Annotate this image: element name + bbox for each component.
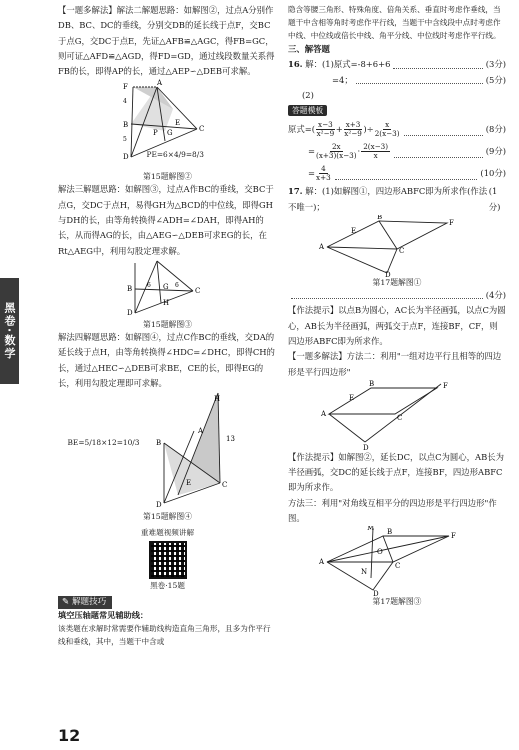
q16-line-1	[288, 57, 506, 72]
svg-text:A: A	[156, 79, 162, 88]
template-tag: 答题模板	[288, 105, 327, 116]
q17-score-2: (4分)	[485, 290, 506, 301]
q16-score-5: (10分)	[480, 168, 506, 179]
svg-text:E: E	[351, 227, 357, 236]
svg-text:G: G	[166, 129, 173, 138]
qr-label: 黑卷·15题	[150, 581, 185, 591]
figure-17-3-diagram	[317, 526, 477, 596]
svg-text:C: C	[221, 481, 227, 490]
figure-17-3-caption: 第17题解图③	[372, 597, 422, 607]
q16-step-2: =4；	[332, 74, 353, 85]
tech-subtitle: 填空压轴题常见辅助线：	[58, 610, 149, 621]
svg-text:H: H	[213, 395, 220, 404]
figure-17-1	[317, 215, 477, 277]
leader-dots	[404, 135, 483, 136]
q17-score-1: (1分)	[488, 186, 501, 212]
figure-17-2	[317, 380, 477, 450]
q16-score-2: (5分)	[485, 74, 506, 85]
figure-15-3	[113, 259, 223, 319]
figure-15-4-formula: BE=5/18×12=10/3	[67, 438, 140, 448]
svg-text:M: M	[367, 526, 375, 533]
tech-text-continued: 隐含等腰三角形、特殊角度、倍角关系、垂直时考虑作垂线，当题干中含相等角时考虑作平行线，当题干中含线段中点时考虑作中线、中位线或倍长中线、角平分线、中位线时考虑作平行线。	[288, 5, 501, 40]
svg-text:C: C	[397, 413, 403, 422]
svg-text:F: F	[122, 83, 128, 92]
svg-text:F: F	[451, 532, 456, 541]
svg-text:6: 6	[146, 281, 151, 289]
svg-text:D: D	[373, 590, 379, 597]
svg-text:H: H	[162, 298, 169, 307]
side-tab-label: 黑卷·数学	[0, 278, 19, 384]
q17-score-line	[288, 288, 506, 303]
left-column	[58, 3, 277, 648]
leader-dots	[335, 179, 478, 180]
figure-15-4-caption: 第15题解图④	[143, 512, 192, 522]
svg-text:N: N	[361, 568, 368, 577]
svg-text:D: D	[385, 271, 391, 278]
svg-text:B: B	[377, 215, 383, 222]
svg-text:D: D	[363, 443, 369, 450]
q16-part-2: (2)	[302, 89, 314, 100]
svg-text:E: E	[349, 393, 355, 402]
figure-15-3-diagram	[113, 259, 223, 319]
q16-score-3: (8分)	[485, 124, 506, 135]
svg-text:A: A	[197, 427, 203, 436]
leader-dots	[393, 68, 482, 69]
svg-text:E: E	[174, 119, 180, 128]
svg-text:C: C	[194, 286, 200, 295]
svg-text:13: 13	[225, 435, 235, 444]
page-number: 12	[58, 726, 81, 745]
figure-17-1-caption: 第17题解图①	[372, 278, 422, 288]
leader-dots	[394, 157, 483, 158]
q17-text: 解：(1)如解图①，四边形ABFC即为所求作(作法不唯一)；	[288, 186, 488, 212]
svg-text:C: C	[198, 125, 204, 134]
svg-text:A: A	[319, 243, 325, 252]
q16-score-4: (9分)	[485, 146, 506, 157]
q16-eq-1	[288, 118, 506, 140]
right-column	[288, 3, 506, 607]
q16-eq-3-expr: = $\frac{4}{x+3}$	[308, 164, 331, 183]
qr-code-icon[interactable]	[149, 541, 187, 579]
svg-text:5: 5	[122, 136, 127, 144]
tech-banner	[58, 596, 112, 609]
q16-eq-1-expr: 原式=( $\frac{x-3}{\text{x²−9}}$ + $\frac{x+3}{\text{x²−9}}$ )÷ $\frac{x}{2(x-3)}$	[288, 120, 400, 139]
construction-hint-2: 【作法提示】如解图②，延长DC，以点C为圆心，AB长为半径画弧，交DC的延长线于点F，连接BF，四边形ABFC即为所求作。	[288, 451, 504, 493]
svg-text:E: E	[185, 479, 191, 488]
svg-text:F: F	[449, 219, 454, 228]
svg-text:P: P	[152, 129, 158, 138]
svg-text:D: D	[155, 501, 162, 510]
q16-number: 16.	[288, 59, 303, 70]
figure-15-3-caption: 第15题解图③	[143, 319, 192, 329]
svg-text:6: 6	[174, 281, 179, 289]
figure-17-1-diagram	[317, 215, 477, 277]
svg-text:B: B	[155, 439, 161, 448]
svg-text:C: C	[395, 562, 401, 571]
construction-hint-1: 【作法提示】以点B为圆心，AC长为半径画弧，以点C为圆心，AB长为半径画弧，两弧交于点F，连接BF，CF，则四边形ABFC即为所求作。	[288, 305, 506, 346]
q17-number: 17.	[288, 186, 303, 197]
svg-text:D: D	[122, 153, 129, 162]
multi-method-note: 【一题多解法】方法二：利用"一组对边平行且相等的四边形是平行四边形"	[288, 351, 502, 377]
svg-text:B: B	[369, 379, 375, 388]
q16-eq-2	[288, 140, 506, 162]
figure-17-2-diagram	[317, 380, 477, 450]
svg-text:A: A	[321, 409, 327, 418]
figure-15-4	[68, 391, 268, 511]
solution-method-4: 解法四解题思路：如解图④，过点C作BC的垂线，交DA的延长线于点H，由等角转换得∠HDC=∠DHC，即得CH的长，通过△HEC∽△DEB可求BE，CE的长，即得EG的长，利用勾股定理即可求解。	[58, 331, 275, 388]
svg-text:G: G	[162, 282, 169, 291]
svg-text:C: C	[399, 247, 405, 256]
section-heading: 三、解答题	[288, 44, 330, 54]
q16-line-2	[288, 73, 506, 88]
figure-17-3	[317, 526, 477, 596]
figure-15-2-formula: PE=6×4/9=8/3	[146, 150, 204, 160]
q16-eq-2-expr: = $\frac{2x}{(x+3)(x-3)}$ · $\frac{2(x-3)}{x}$	[308, 142, 389, 161]
svg-text:A	[156, 259, 163, 261]
q16-score-1: (3分)	[485, 59, 506, 70]
qr-title: 重难题视频讲解	[140, 528, 195, 538]
key-icon: ✎	[62, 597, 72, 608]
leader-dots	[291, 298, 483, 299]
svg-text:D: D	[126, 308, 133, 317]
solution-method-2: 【一题多解法】解法二解题思路：如解图②，过点A分别作DB、BC、DC的垂线，分别交DB的延长线于点F，交BC于点G，交DC于点E，先证△AFB≌△AGC，得FB=GC，则可证△AFD≌△AGD，得FD=GD，通过线段数量关系得FB的长，即得AP的长，通过△AEP∽△DEB可求解。	[58, 5, 275, 77]
figure-15-2	[113, 79, 223, 171]
figure-15-2-caption: 第15题解图②	[143, 172, 192, 182]
method-3-note: 方法三：利用"对角线互相平分的四边形是平行四边形"作图。	[288, 497, 497, 524]
svg-text:4: 4	[122, 98, 127, 106]
svg-text:O: O	[377, 548, 383, 557]
leader-dots	[356, 83, 483, 84]
q16-eq-3	[288, 162, 506, 184]
tech-title: 解题技巧	[71, 597, 107, 608]
q16-step-1: 解：(1)原式=-8+6+6	[305, 59, 391, 70]
q17-line	[288, 184, 506, 215]
svg-text:B: B	[387, 528, 393, 537]
svg-text:A: A	[319, 558, 325, 567]
figure-15-4-diagram	[68, 391, 268, 511]
svg-text:B: B	[126, 284, 132, 293]
solution-method-3: 解法三解题思路：如解图③，过点A作BC的垂线，交BC于点G，交DC于点H，易得GH为△BCD的中位线，即得GH与DH的长，由等角转换得∠ADH=∠DAH，即得AH的长，从而得AG的长，由△AEG∽△DEB可求EG的长，在Rt△AEG中，利用勾股定理求解。	[58, 184, 274, 256]
tech-text: 该类题在求解时常需要作辅助线构造直角三角形，且多为作平行线和垂线，其中，当题干中含或	[58, 624, 271, 647]
svg-text:F: F	[443, 381, 448, 390]
svg-text:B: B	[122, 121, 128, 130]
